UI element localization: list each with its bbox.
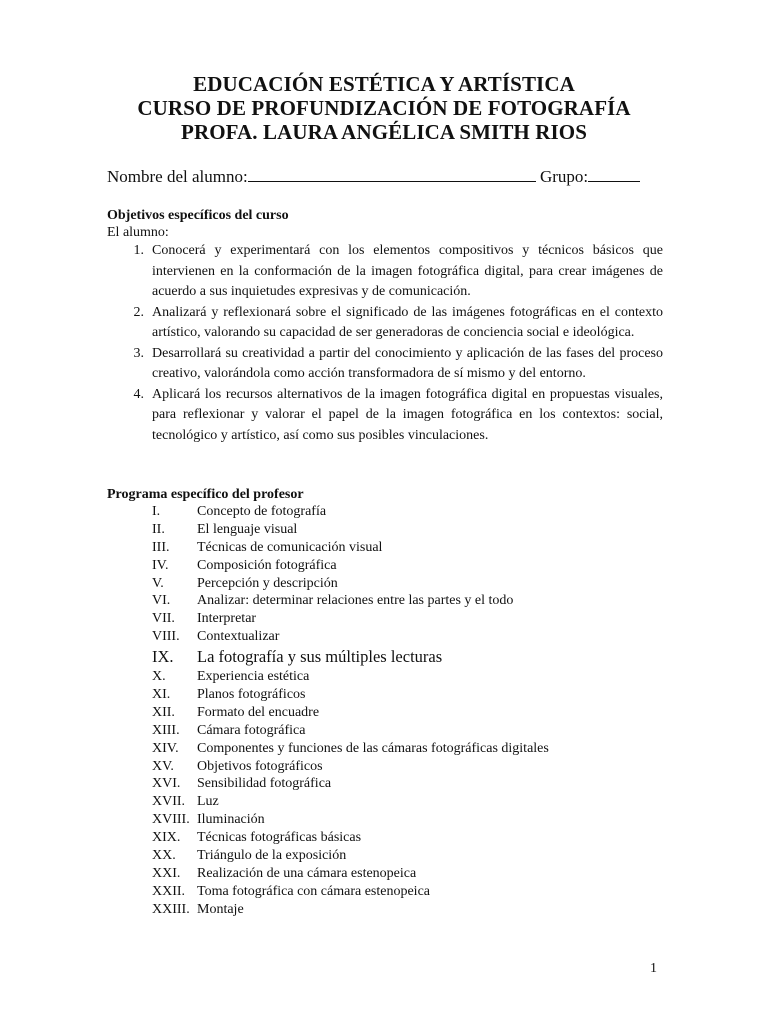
program-item-topic: Planos fotográficos: [197, 687, 306, 703]
program-item-topic: El lenguaje visual: [197, 521, 298, 537]
program-item-numeral: XXI.: [152, 865, 181, 881]
program-item-topic: Concepto de fotografía: [197, 504, 327, 519]
program-item: [107, 865, 663, 883]
program-item: [107, 811, 663, 829]
program-item-numeral: XXII.: [152, 883, 186, 899]
program-item: [107, 829, 663, 847]
program-item-numeral: X.: [152, 669, 166, 685]
objective-number: 4.: [133, 386, 144, 402]
program-item-numeral: XVII.: [152, 794, 186, 810]
program-list: [107, 503, 663, 919]
program-item: [107, 775, 663, 793]
program-item-topic: Composición fotográfica: [197, 557, 337, 573]
program-item-topic: Iluminación: [197, 812, 265, 828]
program-item-numeral: IX.: [152, 647, 174, 667]
program-item-topic: Toma fotográfica con cámara estenopeica: [197, 883, 431, 899]
program-item-topic: Cámara fotográfica: [197, 722, 306, 738]
program-item-numeral: XX.: [152, 848, 176, 864]
program-item-topic: Experiencia estética: [197, 669, 310, 685]
objective-text: Desarrollará su creatividad a partir del conocimiento y aplicación de las fases del proceso creativo, valorándola como acción transformadora de sí mismo y del entorno.: [152, 345, 663, 381]
program-item: [107, 740, 663, 758]
program-item-topic: Técnicas fotográficas básicas: [197, 830, 362, 846]
student-name-label: Nombre del alumno:: [107, 167, 248, 186]
group-label: Grupo:: [539, 167, 589, 186]
program-item-topic: Objetivos fotográficos: [197, 758, 323, 774]
program-item-topic: Montaje: [197, 901, 244, 917]
program-item-topic: Contextualizar: [197, 629, 280, 645]
program-section: [107, 486, 663, 919]
program-item: [107, 521, 663, 539]
program-item-numeral: VII.: [152, 611, 175, 627]
page-number: 1: [650, 961, 657, 976]
program-item: [107, 901, 663, 919]
document-header: [0, 72, 768, 144]
objective-number: 1.: [133, 243, 144, 258]
objectives-section: [107, 207, 663, 446]
program-item-numeral: XXIII.: [152, 901, 190, 917]
program-item: [107, 704, 663, 722]
objectives-title: Objetivos específicos del curso: [107, 208, 289, 223]
objective-item: [107, 303, 663, 344]
program-item: [107, 722, 663, 740]
program-item-numeral: VI.: [152, 593, 171, 609]
program-item-numeral: VIII.: [152, 629, 180, 645]
program-item: [107, 646, 663, 668]
program-item-topic: La fotografía y sus múltiples lecturas: [197, 647, 443, 667]
program-item-numeral: II.: [152, 521, 165, 537]
program-item-numeral: XII.: [152, 704, 175, 720]
program-item-topic: Técnicas de comunicación visual: [197, 539, 383, 555]
program-item: [107, 628, 663, 646]
program-item: [107, 758, 663, 776]
program-item-topic: Formato del encuadre: [197, 704, 320, 720]
objectives-intro: El alumno:: [107, 225, 169, 240]
program-item-numeral: XV.: [152, 758, 174, 774]
program-item: [107, 847, 663, 865]
objective-number: 3.: [133, 345, 144, 361]
teacher-name: PROFA. LAURA ANGÉLICA SMITH RIOS: [181, 120, 587, 144]
program-item: [107, 503, 663, 521]
program-item-topic: Realización de una cámara estenopeica: [197, 865, 417, 881]
program-title: Programa específico del profesor: [107, 487, 304, 502]
course-title: CURSO DE PROFUNDIZACIÓN DE FOTOGRAFÍA: [137, 96, 631, 120]
program-item-numeral: V.: [152, 575, 164, 591]
program-item-numeral: XIV.: [152, 740, 179, 756]
program-item: [107, 883, 663, 901]
program-item: [107, 592, 663, 610]
program-item-topic: Luz: [197, 794, 219, 810]
objective-item: [107, 385, 663, 447]
program-item-topic: Interpretar: [197, 611, 257, 627]
program-item-numeral: I.: [152, 504, 161, 519]
program-item-numeral: XI.: [152, 687, 171, 703]
student-name-blank: [248, 167, 536, 182]
objective-text: Conocerá y experimentará con los elementos compositivos y técnicos básicos que intervienen en la conformación de la imagen fotográfica digital, para crear imágenes de acuerdo a sus inquietudes expresivas y de comunicación.: [152, 243, 663, 299]
program-item-numeral: XIX.: [152, 830, 181, 846]
program-item: [107, 575, 663, 593]
program-item: [107, 610, 663, 628]
program-item: [107, 668, 663, 686]
objective-number: 2.: [133, 304, 144, 320]
program-item-numeral: III.: [152, 539, 170, 555]
program-item: [107, 539, 663, 557]
program-item-topic: Triángulo de la exposición: [197, 848, 347, 864]
objective-text: Aplicará los recursos alternativos de la imagen fotográfica digital en propuestas visuales, para reflexionar y valorar el papel de la imagen fotográfica en los contextos: social, tecnológico y artístico, así como sus posibles vinculaciones.: [152, 386, 663, 443]
program-item-numeral: XVI.: [152, 776, 181, 792]
group-blank: [588, 167, 640, 182]
program-item: [107, 557, 663, 575]
program-item: [107, 686, 663, 704]
program-item-topic: Percepción y descripción: [197, 575, 338, 591]
program-item: [107, 793, 663, 811]
program-item-topic: Componentes y funciones de las cámaras fotográficas digitales: [197, 740, 549, 756]
program-item-numeral: XVIII.: [152, 812, 190, 828]
program-item-topic: Sensibilidad fotográfica: [197, 776, 332, 792]
objective-text: Analizará y reflexionará sobre el significado de las imágenes fotográficas en el contexto artístico, valorando su capacidad de ser generadoras de conciencia social e ideológica.: [152, 304, 663, 340]
objective-item: [107, 344, 663, 385]
objectives-list: [107, 241, 663, 446]
objective-item: [107, 241, 663, 303]
program-item-topic: Analizar: determinar relaciones entre las partes y el todo: [197, 593, 514, 609]
subject-title: EDUCACIÓN ESTÉTICA Y ARTÍSTICA: [193, 72, 575, 96]
student-info-line: [107, 166, 640, 188]
program-item-numeral: IV.: [152, 557, 169, 573]
program-item-numeral: XIII.: [152, 722, 180, 738]
